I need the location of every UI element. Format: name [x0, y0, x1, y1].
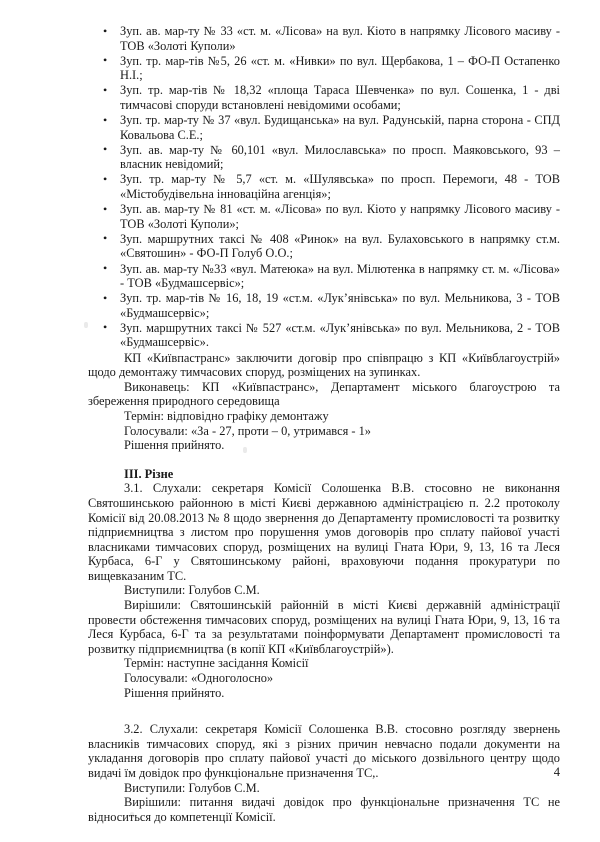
item-3-2-resolved: Вирішили: питання видачі довідок про функціональне призначення ТС не відноситься до компетенції Комісії.	[88, 795, 560, 824]
list-item: • Зуп. маршрутних таксі № 408 «Ринок» на вул. Булаховського в напрямку ст.м. «Святошин» - ФО-П Голуб О.О.;	[88, 232, 560, 261]
list-item: • Зуп. ав. мар-ту № 33 «ст. м. «Лісова» на вул. Кіото в напрямку Лісового масиву - ТОВ «Золоті Куполи»	[88, 24, 560, 53]
item-3-2-heard: 3.2. Слухали: секретаря Комісії Солошенка В.В. стосовно розгляду звернень власників тимчасових споруд, які з різних причин невчасно подали документи на укладання договорів про сплату пайової участі до міського дозвільного центру щодо видачі їм довідок про функціональне призначення ТС,.	[88, 722, 560, 780]
page-content	[88, 24, 560, 824]
list-item: • Зуп. тр. мар-тів № 18,32 «площа Тараса Шевченка» по вул. Сошенка, 1 - дві тимчасові споруди встановлені невідомими особами;	[88, 83, 560, 112]
term-line: Термін: відповідно графіку демонтажу	[124, 408, 329, 423]
page-number: 4	[553, 765, 560, 779]
executor-paragraph: Виконавець: КП «Київпастранс», Департамент міського благоустрою та збереження природного середовища	[88, 379, 560, 409]
vote-line: Голосували: «За - 27, проти – 0, утримався - 1»	[124, 423, 372, 438]
item-3-1-resolved: Вирішили: Святошинській районній в місті Києві державній адміністрації провести обстеження тимчасових споруд, розміщених на вулиці Гната Юри, 9, 13, 16 та Леся Курбаса, 6-Г та за результатами поінформувати Департамент промисловості та розвитку підприємництва (в копії КП «Київблагоустрій»).	[88, 598, 560, 656]
list-item: • Зуп. тр. мар-тів № 16, 18, 19 «ст.м. «Лук’янівська» по вул. Мельникова, 3 - ТОВ «Будмашсервіс»;	[88, 291, 560, 320]
item-3-2-spoke: Виступили: Голубов С.М.	[124, 780, 260, 795]
decision-line: Рішення прийнято.	[124, 438, 225, 453]
list-item: • Зуп. ав. мар-ту № 81 «ст. м. «Лісова» по вул. Кіото у напрямку Лісового масиву - ТОВ «Золоті Куполи»;	[88, 202, 560, 231]
list-item: • Зуп. тр. мар-ту № 37 «вул. Будищанська» на вул. Радунській, парна сторона - СПД Ковальова С.Е.;	[88, 113, 560, 142]
spacer	[88, 700, 560, 722]
list-item: • Зуп. тр. мар-тів №5, 26 «ст. м. «Нивки» по вул. Щербакова, 1 – ФО-П Остапенко Н.І.;	[88, 54, 560, 83]
item-3-1-heard: 3.1. Слухали: секретаря Комісії Солошенка В.В. стосовно не виконання Святошинською районною в місті Києві державною адміністрацією п. 2.2 протоколу Комісії від 20.08.2013 № 8 щодо звернення до Департаменту промисловості та розвитку підприємництва з листом про порушення умов договорів про сплату пайової участі власниками тимчасових споруд, розміщених на вулиці Гната Юри, 9, 13, 16 та Леся Курбаса, 6-Г у Святошинському районі, враховуючи подання прокуратури по вищевказаним ТС.	[88, 481, 560, 583]
list-item: • Зуп. маршрутних таксі № 527 «ст.м. «Лук’янівська» по вул. Мельникова, 2 - ТОВ «Будмашсервіс».	[88, 321, 560, 350]
spacer	[88, 453, 560, 467]
section-heading-miscellaneous: III. Різне	[124, 466, 174, 481]
list-item: • Зуп. тр. мар-ту № 5,7 «ст. м. «Шулявська» по просп. Перемоги, 48 - ТОВ «Містобудівельна інноваційна агенція»;	[88, 172, 560, 201]
cooperation-agreement-paragraph: КП «Київпастранс» заключити договір про співпрацю з КП «Київблагоустрій» щодо демонтажу тимчасових споруд, розміщених на зупинках.	[88, 350, 560, 380]
item-3-1-term: Термін: наступне засідання Комісії	[124, 656, 309, 671]
item-3-1-decision: Рішення прийнято.	[124, 685, 225, 700]
item-3-1-vote: Голосували: «Одноголосно»	[124, 671, 274, 686]
demolition-stops-list	[88, 24, 560, 350]
list-item: • Зуп. ав. мар-ту №33 «вул. Матеюка» на вул. Мілютенка в напрямку ст. м. «Лісова» - ТОВ «Будмашсервіс»;	[88, 262, 560, 291]
item-3-1-spoke: Виступили: Голубов С.М.	[124, 583, 260, 598]
list-item: • Зуп. ав. мар-ту № 60,101 «вул. Милославська» по просп. Маяковського, 93 – власник невідомий;	[88, 143, 560, 172]
